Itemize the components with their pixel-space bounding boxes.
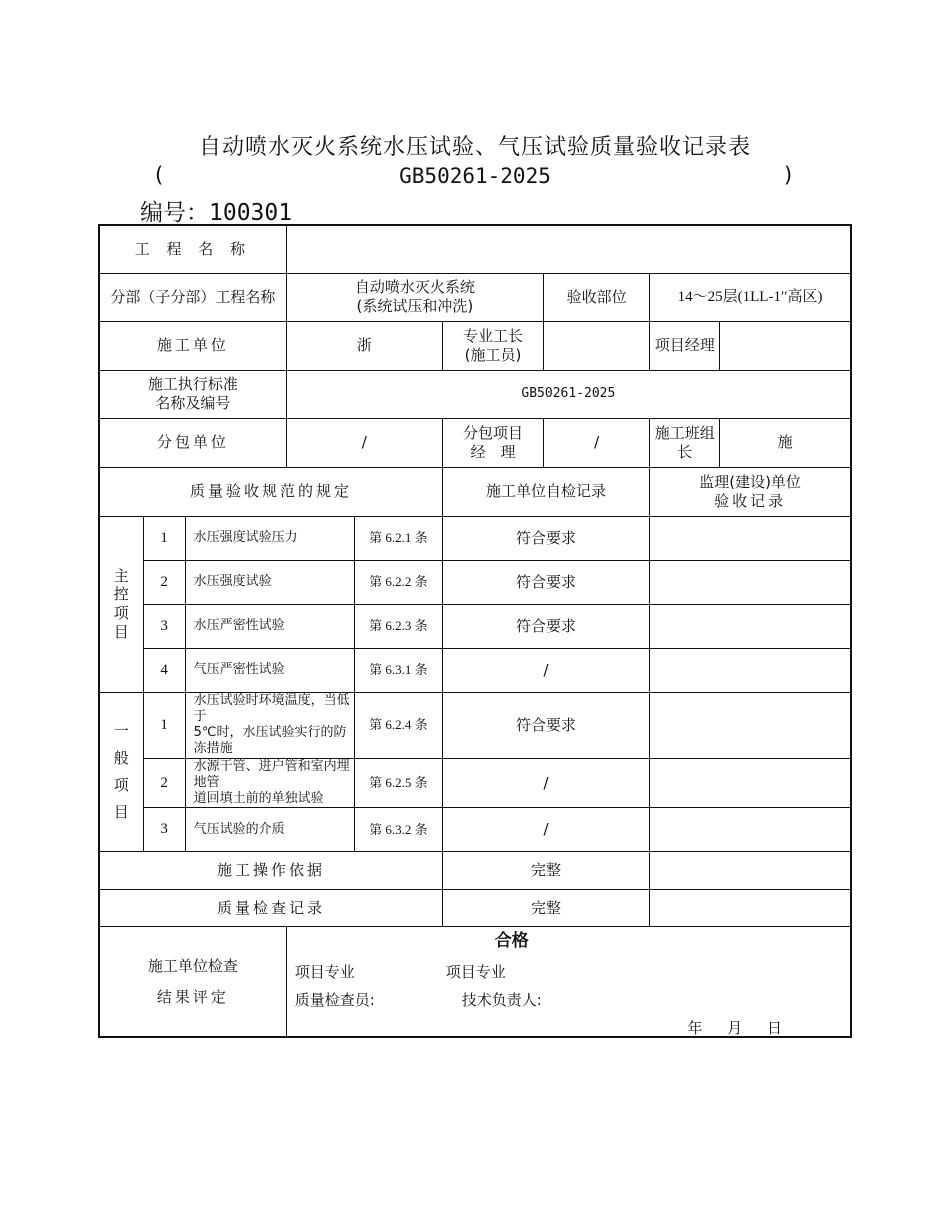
pm-label: 项目经理 (650, 321, 720, 370)
main-group-char: 目 (113, 622, 129, 641)
sign-tech-lead-line2: 技术负责人: (461, 991, 542, 1010)
result-label (99, 927, 286, 1037)
result-label-line1: 施工单位检查 (147, 956, 238, 975)
sign-tech-lead-line1: 项目专业 (445, 963, 506, 982)
sub-pm-label-line1: 分包项目 (462, 423, 523, 442)
item-clause: 第 6.3.1 条 (354, 648, 442, 692)
item-supervision[interactable] (650, 648, 851, 692)
item-number: 1 (143, 692, 185, 758)
code-label: 编号： (140, 200, 209, 226)
sign-quality-inspector-line2: 质量检查员: (294, 991, 375, 1010)
item-record[interactable]: 符合要求 (442, 516, 649, 560)
item-description: 水压强度试验 (185, 560, 354, 604)
general-group-char: 目 (113, 802, 129, 821)
result-value: 合格 (494, 931, 529, 952)
result-label-line2: 结果评定 (156, 987, 229, 1006)
subcontractor-label: 分包单位 (99, 418, 286, 467)
item-description: 气压严密性试验 (185, 648, 354, 692)
item-number: 2 (143, 560, 185, 604)
item-description-line2: 5℃时，水压试验实行的防冻措施 (193, 725, 347, 757)
code-value: 100301 (209, 200, 293, 226)
foreman-label (442, 321, 543, 370)
main-group-char: 控 (113, 585, 129, 604)
main-items-group-label (99, 516, 143, 692)
result-sign-area[interactable] (286, 927, 851, 1037)
item-description-line1: 水源干管、进户管和室内埋地管 (193, 758, 350, 790)
item-description (185, 808, 354, 852)
item-supervision[interactable] (650, 516, 851, 560)
item-description: 水压严密性试验 (185, 604, 354, 648)
standard-label (99, 370, 286, 418)
subdivision-label: 分部（子分部）工程名称 (99, 273, 286, 321)
basis-supervision[interactable] (650, 852, 851, 890)
acceptance-location-value[interactable]: 14～25层(1LL-1′′高区) (650, 273, 851, 321)
item-clause: 第 6.3.2 条 (354, 808, 442, 852)
subdivision-value-line1: 自动喷水灭火系统 (354, 278, 475, 297)
general-group-char: 项 (113, 775, 129, 794)
item-clause: 第 6.2.2 条 (354, 560, 442, 604)
open-paren: ( (155, 163, 164, 187)
item-clause: 第 6.2.5 条 (354, 758, 442, 808)
sub-pm-label-line2: 经 理 (470, 442, 516, 461)
team-leader-label: 施工班组长 (650, 418, 720, 467)
form-title: 自动喷水灭火系统水压试验、气压试验质量验收记录表 (198, 135, 751, 160)
standard-number: GB50261-2025 (399, 164, 551, 188)
item-supervision[interactable] (650, 604, 851, 648)
item-record[interactable]: / (442, 758, 649, 808)
item-record[interactable]: / (442, 648, 649, 692)
subdivision-value-line2: (系统试压和冲洗) (356, 297, 474, 315)
foreman-value[interactable] (544, 321, 650, 370)
item-record[interactable]: / (442, 808, 649, 852)
construction-unit-label: 施工单位 (99, 321, 286, 370)
team-leader-value[interactable]: 施 (720, 418, 851, 467)
item-number: 4 (143, 648, 185, 692)
spec-header: 质量验收规范的规定 (99, 467, 442, 516)
item-supervision[interactable] (650, 758, 851, 808)
form-code (140, 194, 292, 227)
item-description-line1: 水压试验时环境温度，当低于 (193, 692, 350, 724)
subcontractor-value[interactable]: / (286, 418, 442, 467)
sign-quality-inspector-line1: 项目专业 (294, 963, 355, 982)
item-description (185, 692, 354, 758)
supervision-header-line1: 监理(建设)单位 (699, 472, 801, 491)
main-group-char: 项 (113, 604, 129, 622)
supervision-header (650, 467, 851, 516)
standard-label-line1: 施工执行标准 (147, 375, 238, 394)
item-number: 2 (143, 758, 185, 808)
item-supervision[interactable] (650, 692, 851, 758)
inspection-supervision[interactable] (650, 890, 851, 927)
foreman-label-line2: (施工员) (464, 345, 522, 364)
general-group-char: 一 (113, 722, 129, 741)
self-check-header: 施工单位自检记录 (442, 467, 649, 516)
project-name-label: 工 程 名 称 (99, 225, 286, 273)
item-description: 水压强度试验压力 (185, 516, 354, 560)
item-number: 3 (143, 808, 185, 852)
inspection-value[interactable]: 完整 (442, 890, 649, 927)
supervision-header-line2: 验收记录 (714, 491, 787, 510)
item-number: 3 (143, 604, 185, 648)
inspection-label: 质量检查记录 (99, 890, 442, 927)
item-clause: 第 6.2.3 条 (354, 604, 442, 648)
sub-pm-label (442, 418, 543, 467)
sub-pm-value[interactable]: / (544, 418, 650, 467)
item-supervision[interactable] (650, 560, 851, 604)
item-description (185, 758, 354, 808)
item-record[interactable]: 符合要求 (442, 604, 649, 648)
item-clause: 第 6.2.1 条 (354, 516, 442, 560)
acceptance-location-label: 验收部位 (544, 273, 650, 321)
general-group-char: 般 (113, 749, 129, 768)
item-supervision[interactable] (650, 808, 851, 852)
construction-unit-value[interactable]: 浙 (286, 321, 442, 370)
main-group-char: 主 (113, 566, 129, 585)
pm-value[interactable] (720, 321, 851, 370)
close-paren: ) (784, 163, 793, 187)
item-description-line2: 道回填土前的单独试验 (193, 791, 324, 806)
subdivision-value[interactable] (286, 273, 543, 321)
basis-label: 施工操作依据 (99, 852, 442, 890)
item-description-line1: 气压试验的介质 (193, 821, 285, 837)
sign-date: 年 月 日 (687, 1019, 792, 1038)
item-record[interactable]: 符合要求 (442, 692, 649, 758)
standard-label-line2: 名称及编号 (155, 394, 231, 412)
project-name-value[interactable] (286, 225, 851, 273)
item-number: 1 (143, 516, 185, 560)
acceptance-form-table (98, 224, 852, 1038)
basis-value[interactable]: 完整 (442, 852, 649, 890)
standard-value[interactable]: GB50261-2025 (286, 370, 851, 418)
foreman-label-line1: 专业工长 (462, 326, 523, 345)
general-items-group-label (99, 692, 143, 852)
item-clause: 第 6.2.4 条 (354, 692, 442, 758)
item-record[interactable]: 符合要求 (442, 560, 649, 604)
